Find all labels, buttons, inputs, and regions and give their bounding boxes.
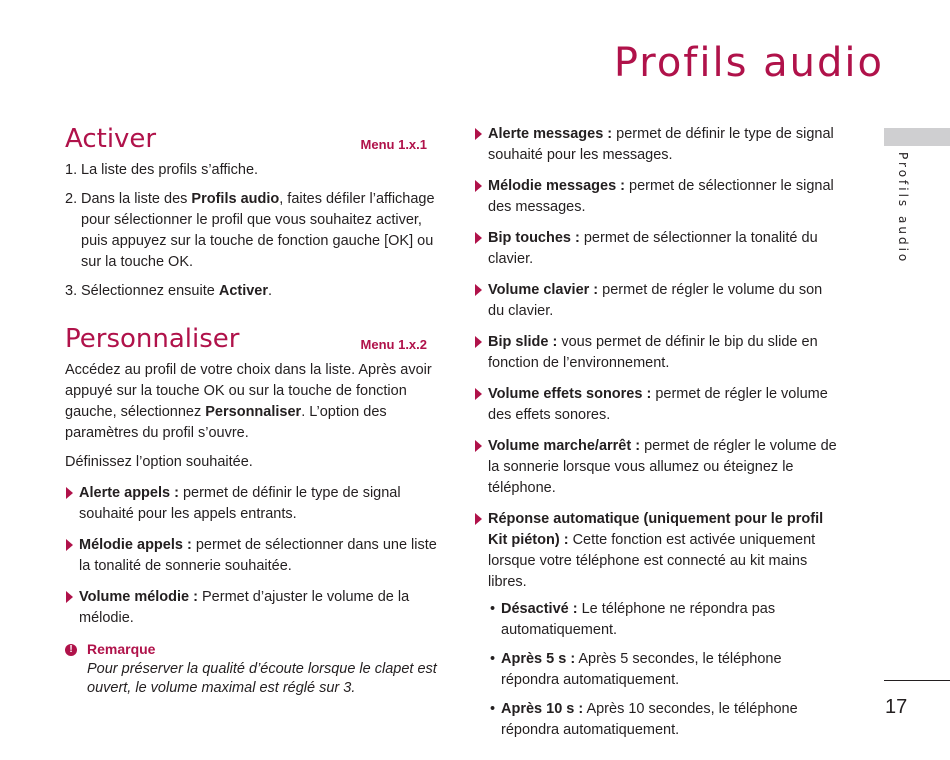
option-text [79,535,437,577]
auto-answer-description: Après 5 secondes, le téléphone répondra automatiquement. [501,651,782,688]
option-text [488,332,842,374]
step-text-part: Dans la liste des [81,191,192,207]
option-label: Alerte messages : [488,126,613,142]
step-number: 1. [65,162,78,178]
option-text [79,587,437,629]
option-label: Alerte appels : [79,485,179,501]
arrow-bullet-icon [475,284,482,296]
step-text [81,160,437,181]
personnaliser-title: Personnaliser [65,324,240,354]
step-item [65,160,437,181]
option-text [488,228,842,270]
option-description: Permet d’ajuster le volume de la mélodie. [79,589,410,626]
option-description: permet de définir le type de signal souhaité pour les appels entrants. [79,485,401,522]
auto-answer-label: Après 5 s : [501,651,576,667]
intro-bold: Personnaliser [205,404,302,420]
step-number: 3. [65,283,78,299]
option-label: Mélodie appels : [79,537,192,553]
auto-answer-text [501,599,842,641]
step-text-bold: Activer [218,283,269,299]
option-label: Bip slide : [488,334,558,350]
option-description: permet de sélectionner dans une liste la tonalité de sonnerie souhaitée. [79,537,437,574]
step-text-part: , faites défiler l’affichage pour sélectionner le profil que vous souhaitez activer, puis appuyez sur la touche de fonction gauche [OK] ou sur la touche OK. [81,191,435,270]
activer-menu-path: Menu 1.x.1 [360,137,427,152]
auto-answer-description: Le téléphone ne répondra pas automatiquement. [501,601,776,638]
option-label: Volume effets sonores : [488,386,652,402]
option-label: Volume clavier : [488,282,599,298]
bullet-dot-icon: • [490,651,496,667]
option-text [488,280,842,322]
option-item [65,535,437,577]
auto-answer-description: Après 10 secondes, le téléphone répondra automatiquement. [501,701,798,738]
option-description: permet de sélectionner le signal des messages. [488,178,834,215]
note-header [65,639,437,660]
arrow-bullet-icon [66,539,73,551]
step-text-part: Sélectionnez ensuite [81,283,219,299]
step-text-bold: Profils audio [191,191,280,207]
option-item [474,509,842,593]
left-column [65,124,437,698]
option-description: permet de régler le volume des effets sonores. [488,386,828,423]
side-tab-label: Profils audio [896,152,910,265]
option-item [474,124,842,166]
activer-header [65,124,437,156]
auto-answer-text [501,699,842,741]
bullet-dot-icon: • [490,601,496,617]
arrow-bullet-icon [66,591,73,603]
activer-title: Activer [65,124,157,154]
option-text [488,124,842,166]
option-text [488,384,842,426]
arrow-bullet-icon [475,513,482,525]
arrow-bullet-icon [475,128,482,140]
intro-text: . L’option des paramètres du profil s’ouvre. [65,404,387,441]
step-text [81,281,437,302]
option-label: Mélodie messages : [488,178,625,194]
option-description: permet de sélectionner la tonalité du clavier. [488,230,818,267]
option-text [488,509,842,593]
arrow-bullet-icon [475,336,482,348]
option-item [65,483,437,525]
option-text [488,436,842,499]
page-number-rule [884,680,950,681]
bullet-dot-icon: • [490,701,496,717]
step-text-part: La liste des profils s’affiche. [81,162,259,178]
personnaliser-menu-path: Menu 1.x.2 [360,337,427,352]
define-option-text: Définissez l’option souhaitée. [65,454,253,470]
option-description: permet de régler le volume de la sonnerie lorsque vous allumez ou éteignez le téléphone. [488,438,837,496]
option-text [79,483,437,525]
step-item [65,189,437,273]
option-item [65,587,437,629]
option-label: Réponse automatique (uniquement pour le profil Kit piéton) : [488,511,824,548]
page-title: Profils audio [613,40,884,86]
option-item [474,176,842,218]
intro-text: Accédez au profil de votre choix dans la liste. Après avoir appuyé sur la touche OK ou sur la touche de fonction gauche, sélectionnez [65,362,432,420]
option-label: Volume marche/arrêt : [488,438,641,454]
auto-answer-item [490,599,842,641]
option-label: Volume mélodie : [79,589,198,605]
auto-answer-label: Après 10 s : [501,701,584,717]
option-item [474,384,842,426]
step-text-part: . [268,283,273,299]
auto-answer-label: Désactivé : [501,601,578,617]
option-description: Cette fonction est activée uniquement lorsque votre téléphone est connecté au kit mains libres. [488,532,816,590]
option-item [474,332,842,374]
note-box [65,639,437,698]
option-description: permet de définir le type de signal souhaité pour les messages. [488,126,834,163]
right-column [474,124,842,749]
side-tab-marker [884,128,950,146]
personnaliser-header [65,324,437,356]
step-item [65,281,437,302]
auto-answer-text [501,649,842,691]
option-description: permet de régler le volume du son du clavier. [488,282,823,319]
page-number: 17 [885,696,908,718]
arrow-bullet-icon [66,487,73,499]
option-item [474,280,842,322]
option-item [474,436,842,499]
option-text [488,176,842,218]
note-text: Pour préserver la qualité d’écoute lorsque le clapet est ouvert, le volume maximal est réglé sur 3. [87,661,437,696]
arrow-bullet-icon [475,180,482,192]
option-label: Bip touches : [488,230,580,246]
note-title: Remarque [87,641,156,657]
auto-answer-item [490,699,842,741]
auto-answer-item [490,649,842,691]
exclamation-icon: ! [65,644,77,656]
option-item [474,228,842,270]
arrow-bullet-icon [475,440,482,452]
personnaliser-intro [65,360,437,444]
step-text [81,189,437,273]
option-description: vous permet de définir le bip du slide en fonction de l’environnement. [488,334,818,371]
arrow-bullet-icon [475,388,482,400]
arrow-bullet-icon [475,232,482,244]
step-number: 2. [65,191,78,207]
